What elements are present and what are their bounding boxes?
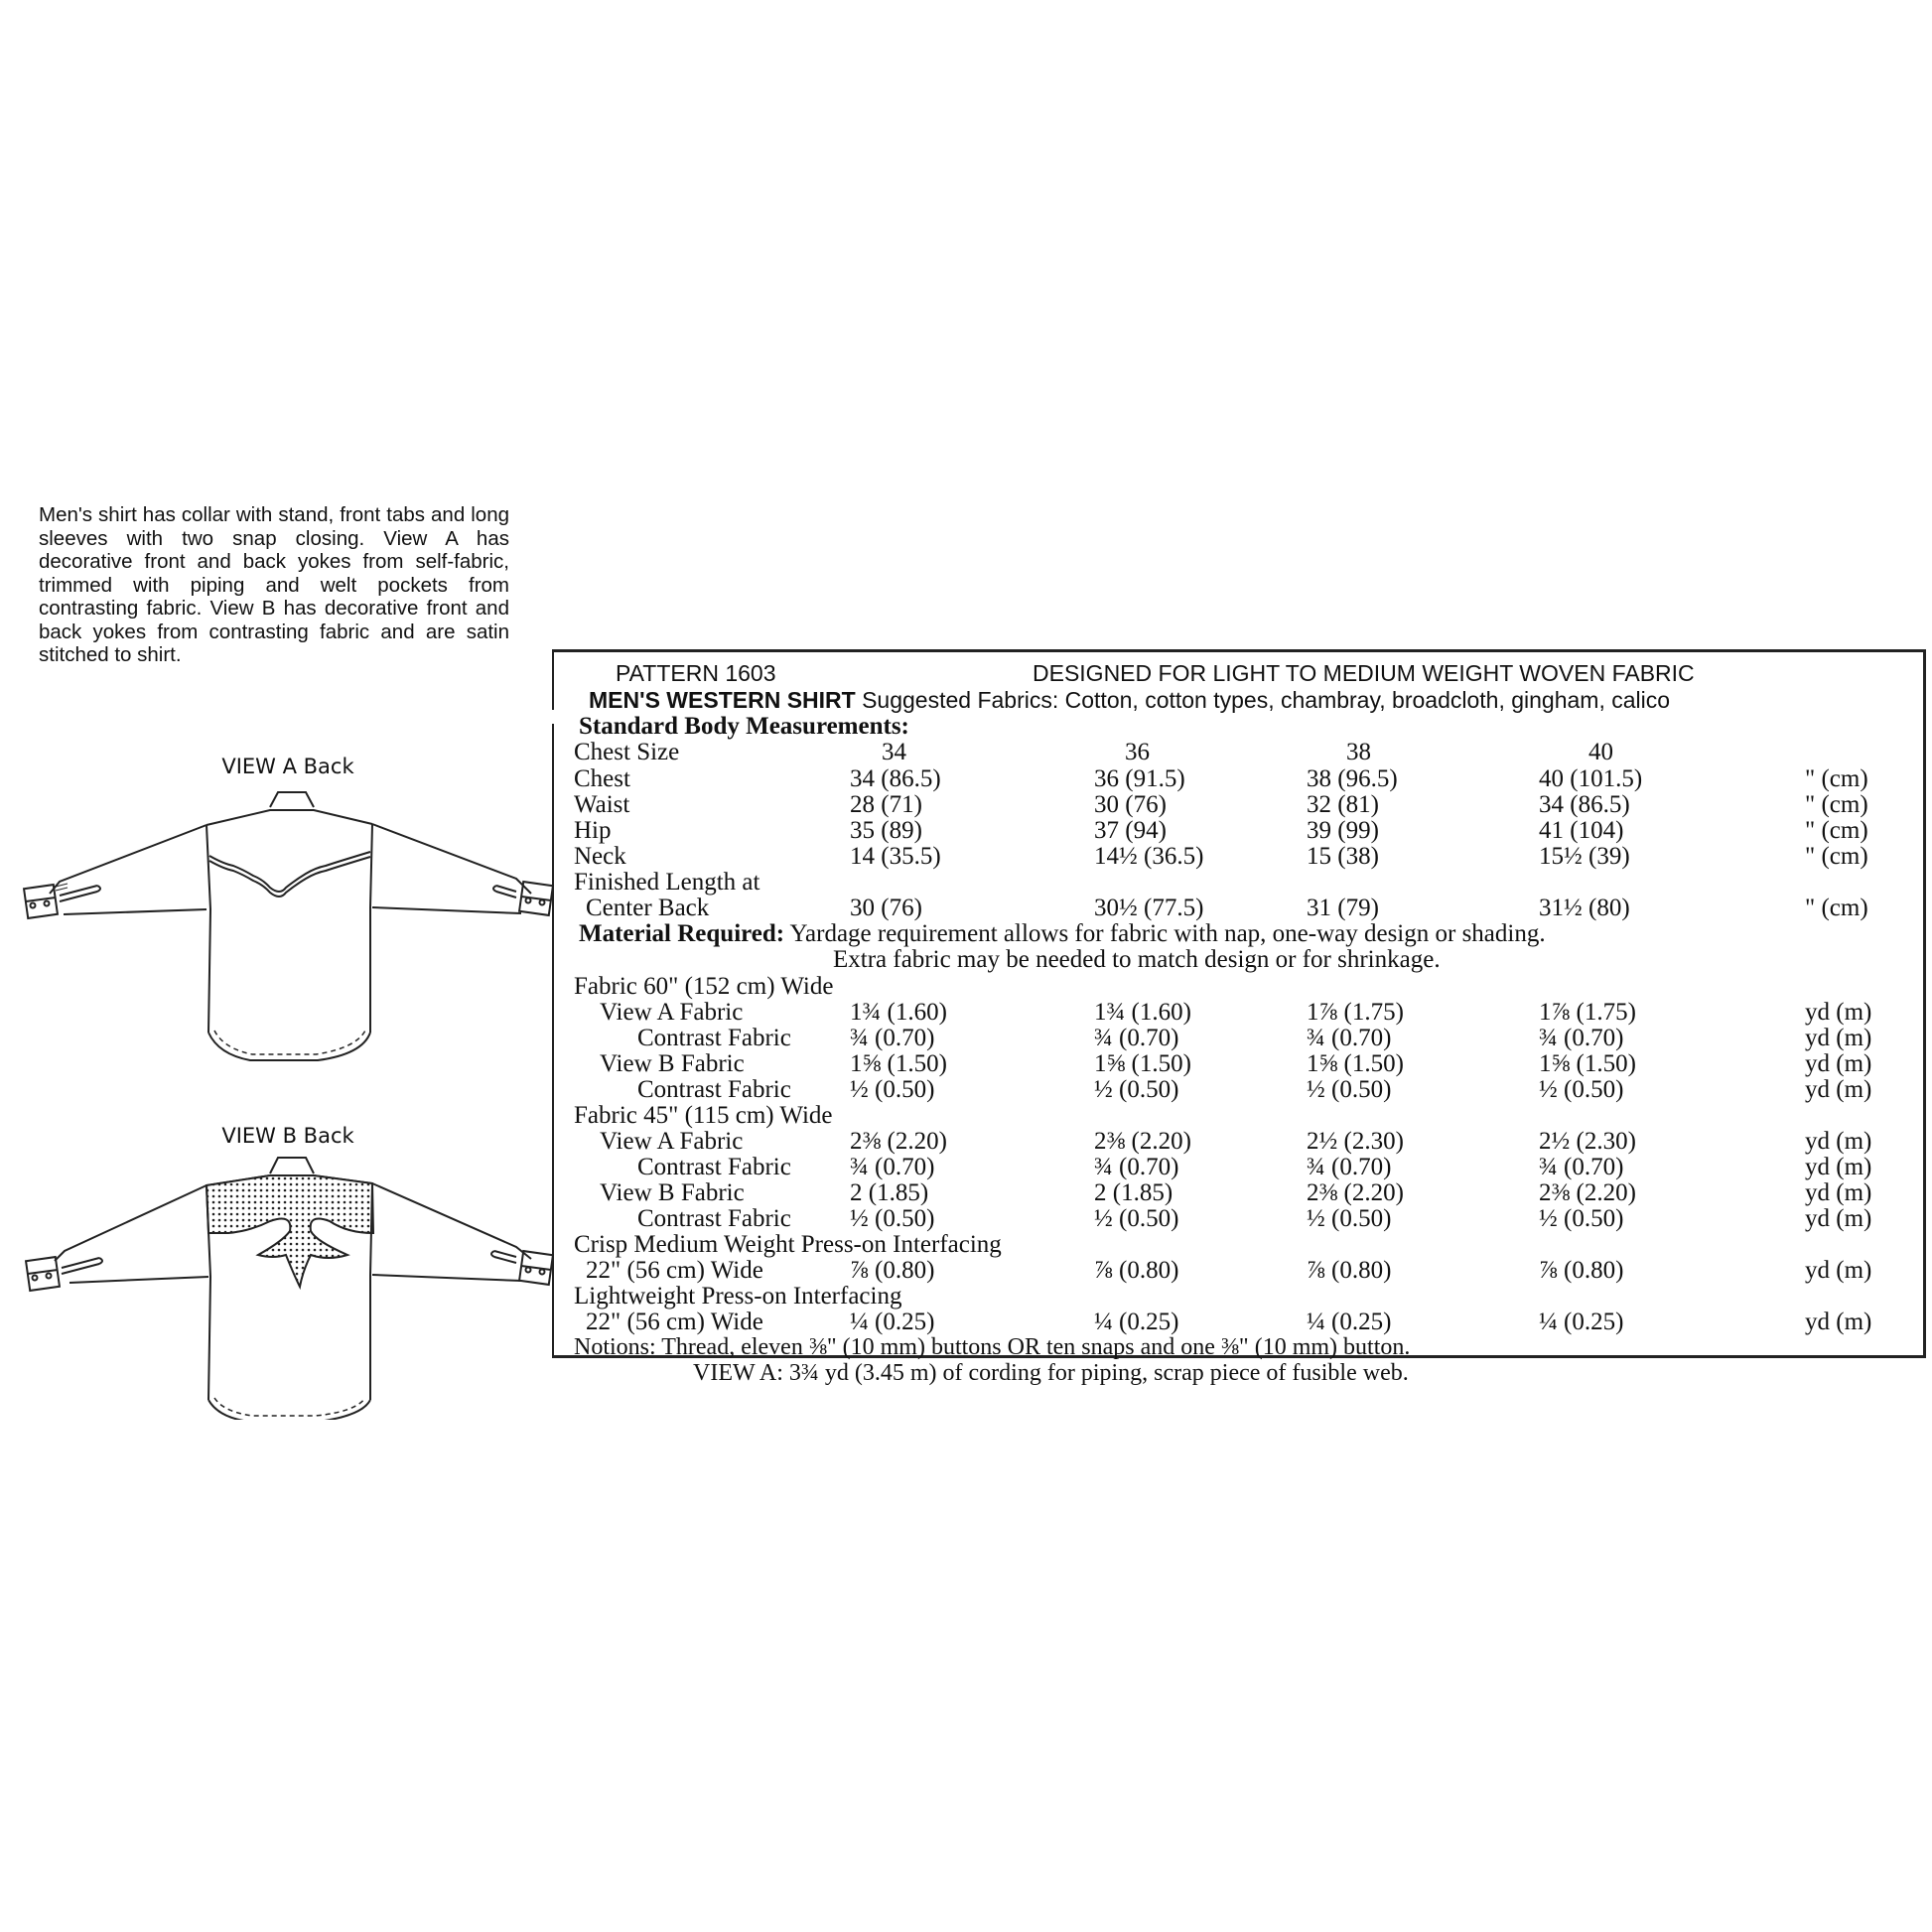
description-text: Men's shirt has collar with stand, front tabs and long sleeves with two snap closing. View A has decorative front and back yokes from self-fabric, trimmed with piping and welt pockets from contrasting fabric. View B has decorative front and back yokes from contrasting fabric and are satin stitched to shirt.	[39, 503, 509, 666]
cell: 40 (101.5)	[1539, 765, 1643, 792]
cell: 1¾ (1.60)	[1094, 999, 1191, 1026]
cell: ¾ (0.70)	[1539, 1154, 1624, 1180]
fabric60-row-contrast-a	[574, 1025, 1914, 1050]
view-b-title: VIEW B Back	[221, 1124, 354, 1148]
fabric60-row-contrast-b	[574, 1076, 1914, 1102]
size-36: 36	[1125, 739, 1150, 765]
cell: 1⅝ (1.50)	[850, 1050, 947, 1077]
view-a-shirt-illustration	[20, 784, 556, 1062]
cell: 1⅞ (1.75)	[1307, 999, 1404, 1026]
cell: 28 (71)	[850, 791, 922, 818]
cell: 30 (76)	[1094, 791, 1167, 818]
pattern-name-line	[589, 687, 1670, 714]
row-label: Center Back	[586, 895, 710, 921]
row-label: Contrast Fabric	[637, 1076, 791, 1103]
cell: 39 (99)	[1307, 817, 1379, 844]
cell: ¾ (0.70)	[1307, 1154, 1392, 1180]
cell: 1¾ (1.60)	[850, 999, 947, 1026]
fabric-45-heading	[574, 1102, 1914, 1128]
row-label: Waist	[574, 791, 630, 818]
cell: ½ (0.50)	[1094, 1205, 1179, 1232]
cell: 14½ (36.5)	[1094, 843, 1204, 870]
cell: ⅞ (0.80)	[1539, 1257, 1624, 1284]
cell: 34 (86.5)	[1539, 791, 1630, 818]
view-b-shirt-illustration	[20, 1152, 556, 1420]
cell: ¾ (0.70)	[1307, 1025, 1392, 1051]
cell: 14 (35.5)	[850, 843, 941, 870]
unit: " (cm)	[1805, 817, 1868, 844]
cell: ⅞ (0.80)	[850, 1257, 935, 1284]
section-label: Lightweight Press-on Interfacing	[574, 1283, 902, 1310]
cell: ¼ (0.25)	[1307, 1309, 1392, 1335]
view-a-title: VIEW A Back	[221, 755, 354, 778]
cell: 35 (89)	[850, 817, 922, 844]
row-label: Hip	[574, 817, 612, 844]
cell: 1⅞ (1.75)	[1539, 999, 1636, 1026]
unit: yd (m)	[1805, 1050, 1872, 1077]
cell: ¾ (0.70)	[1539, 1025, 1624, 1051]
fabric60-row-view-b	[574, 1050, 1914, 1076]
garment-description	[39, 503, 509, 667]
cell: ¾ (0.70)	[1094, 1025, 1179, 1051]
cell: 2 (1.85)	[1094, 1179, 1173, 1206]
cell: 15½ (39)	[1539, 843, 1630, 870]
fabric45-row-contrast-b	[574, 1205, 1914, 1231]
cell: 2½ (2.30)	[1539, 1128, 1636, 1155]
cell: ¼ (0.25)	[1539, 1309, 1624, 1335]
cell: 30 (76)	[850, 895, 922, 921]
unit: yd (m)	[1805, 1309, 1872, 1335]
pattern-number: PATTERN 1603	[616, 660, 776, 686]
unit: " (cm)	[1805, 895, 1868, 921]
cell: 2⅜ (2.20)	[1094, 1128, 1191, 1155]
fabric45-row-contrast-a	[574, 1154, 1914, 1179]
unit: yd (m)	[1805, 1257, 1872, 1284]
row-label: View A Fabric	[600, 999, 744, 1026]
cell: 36 (91.5)	[1094, 765, 1185, 792]
cell: ¼ (0.25)	[1094, 1309, 1179, 1335]
measurement-row-chest	[574, 765, 1914, 791]
unit: yd (m)	[1805, 1025, 1872, 1051]
fabric45-row-view-a	[574, 1128, 1914, 1154]
cell: ½ (0.50)	[1307, 1205, 1392, 1232]
measurement-row-waist	[574, 791, 1914, 817]
cell: ¾ (0.70)	[850, 1025, 935, 1051]
fabric45-row-view-b	[574, 1179, 1914, 1205]
cell: 2⅜ (2.20)	[1539, 1179, 1636, 1206]
cell: ½ (0.50)	[850, 1076, 935, 1103]
cell: 34 (86.5)	[850, 765, 941, 792]
body-measurements-heading: Standard Body Measurements:	[579, 713, 909, 740]
row-label: Contrast Fabric	[637, 1205, 791, 1232]
size-38: 38	[1346, 739, 1371, 765]
cell: 38 (96.5)	[1307, 765, 1398, 792]
cell: 2½ (2.30)	[1307, 1128, 1404, 1155]
cell: 1⅝ (1.50)	[1094, 1050, 1191, 1077]
unit: " (cm)	[1805, 791, 1868, 818]
measurement-row-finished-length	[574, 895, 1914, 920]
row-label: View A Fabric	[600, 1128, 744, 1155]
measurement-row-neck	[574, 843, 1914, 869]
row-label: 22" (56 cm) Wide	[586, 1257, 763, 1284]
designed-for: DESIGNED FOR LIGHT TO MEDIUM WEIGHT WOVEN FABRIC	[1033, 660, 1695, 686]
unit: " (cm)	[1805, 843, 1868, 870]
crisp-interfacing-row	[574, 1257, 1914, 1283]
cell: 37 (94)	[1094, 817, 1167, 844]
cell: ½ (0.50)	[1094, 1076, 1179, 1103]
light-interfacing-heading	[574, 1283, 1914, 1309]
unit: yd (m)	[1805, 1205, 1872, 1232]
suggested-fabrics: Suggested Fabrics: Cotton, cotton types, chambray, broadcloth, gingham, calico	[862, 687, 1671, 713]
cell: 2 (1.85)	[850, 1179, 929, 1206]
cell: 32 (81)	[1307, 791, 1379, 818]
cell: ¾ (0.70)	[1094, 1154, 1179, 1180]
crisp-interfacing-heading	[574, 1231, 1914, 1257]
cell: 2⅜ (2.20)	[850, 1128, 947, 1155]
cell: 31 (79)	[1307, 895, 1379, 921]
cell: 15 (38)	[1307, 843, 1379, 870]
unit: " (cm)	[1805, 765, 1868, 792]
cell: ⅞ (0.80)	[1094, 1257, 1179, 1284]
fabric60-row-view-a	[574, 999, 1914, 1025]
cell: ⅞ (0.80)	[1307, 1257, 1392, 1284]
unit: yd (m)	[1805, 1179, 1872, 1206]
size-34: 34	[882, 739, 906, 765]
pattern-name: MEN'S WESTERN SHIRT	[589, 687, 856, 713]
row-label: Chest	[574, 765, 630, 792]
section-label: Fabric 60" (152 cm) Wide	[574, 973, 834, 1000]
row-label: Contrast Fabric	[637, 1154, 791, 1180]
unit: yd (m)	[1805, 999, 1872, 1026]
row-label: Finished Length at	[574, 869, 760, 896]
row-label: Neck	[574, 843, 626, 870]
unit: yd (m)	[1805, 1128, 1872, 1155]
measurement-row-hip	[574, 817, 1914, 843]
material-required-line	[579, 920, 1546, 948]
row-label: View B Fabric	[600, 1179, 745, 1206]
cell: ½ (0.50)	[850, 1205, 935, 1232]
material-heading: Material Required:	[579, 920, 785, 947]
finished-length-label-row	[574, 869, 1914, 895]
notions-line-1: Notions: Thread, eleven ⅜" (10 mm) buttons OR ten snaps and one ⅜" (10 mm) button.	[574, 1334, 1411, 1360]
cell: ¼ (0.25)	[850, 1309, 935, 1335]
section-label: Crisp Medium Weight Press-on Interfacing	[574, 1231, 1002, 1258]
cell: 41 (104)	[1539, 817, 1624, 844]
row-label: 22" (56 cm) Wide	[586, 1309, 763, 1335]
material-note-2: Extra fabric may be needed to match design or for shrinkage.	[833, 946, 1441, 973]
row-label: View B Fabric	[600, 1050, 745, 1077]
material-note-1: Yardage requirement allows for fabric with nap, one-way design or shading.	[789, 920, 1546, 947]
row-label: Contrast Fabric	[637, 1025, 791, 1051]
cell: 1⅝ (1.50)	[1539, 1050, 1636, 1077]
light-interfacing-row	[574, 1309, 1914, 1334]
cell: ½ (0.50)	[1539, 1205, 1624, 1232]
unit: yd (m)	[1805, 1076, 1872, 1103]
size-label: Chest Size	[574, 739, 680, 765]
cell: ¾ (0.70)	[850, 1154, 935, 1180]
cell: 31½ (80)	[1539, 895, 1630, 921]
fabric-60-heading	[574, 973, 1914, 999]
cell: 2⅜ (2.20)	[1307, 1179, 1404, 1206]
size-40: 40	[1588, 739, 1613, 765]
size-row	[574, 739, 1914, 764]
notions-line-2: VIEW A: 3¾ yd (3.45 m) of cording for piping, scrap piece of fusible web.	[693, 1360, 1409, 1386]
cell: ½ (0.50)	[1539, 1076, 1624, 1103]
unit: yd (m)	[1805, 1154, 1872, 1180]
cell: 30½ (77.5)	[1094, 895, 1204, 921]
cell: 1⅝ (1.50)	[1307, 1050, 1404, 1077]
section-label: Fabric 45" (115 cm) Wide	[574, 1102, 833, 1129]
cell: ½ (0.50)	[1307, 1076, 1392, 1103]
